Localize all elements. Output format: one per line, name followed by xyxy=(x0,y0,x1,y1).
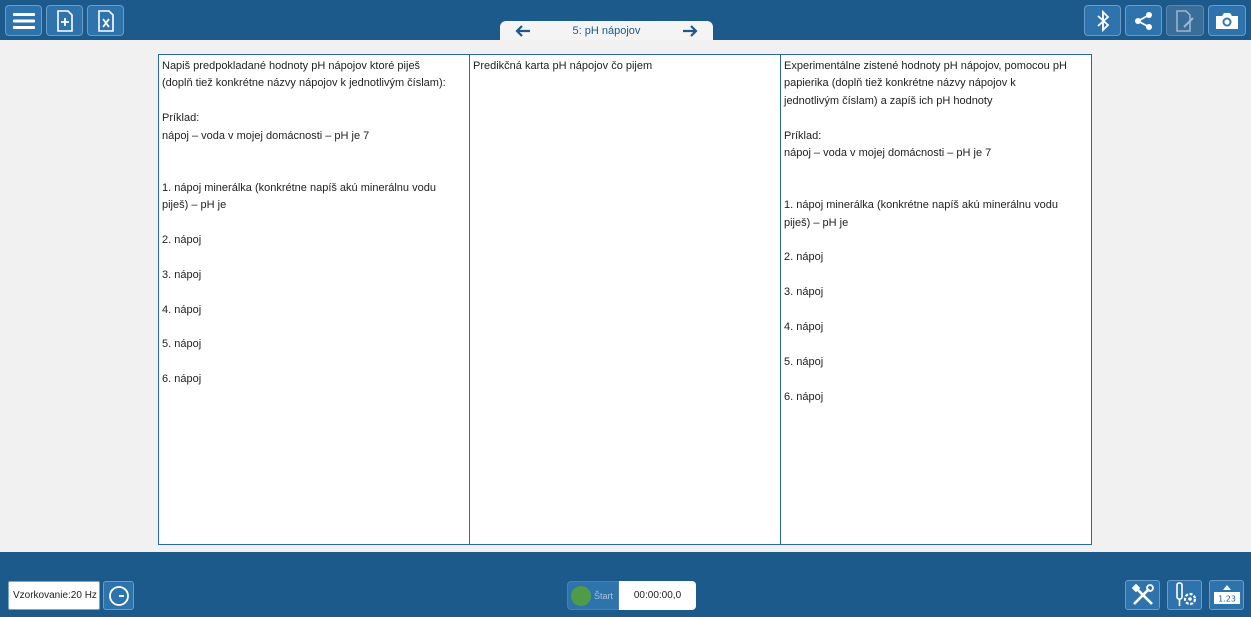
edit-document-button[interactable] xyxy=(1166,5,1204,36)
panel-text-line: 6. nápoj xyxy=(162,373,202,386)
previous-page-button[interactable] xyxy=(514,24,532,38)
prediction-text-panel[interactable] xyxy=(159,55,470,544)
digital-meter-button[interactable] xyxy=(1209,580,1244,610)
digital-meter-icon xyxy=(1213,584,1241,606)
new-file-icon xyxy=(56,10,74,32)
top-toolbar xyxy=(0,0,1251,40)
timer-icon xyxy=(108,585,130,607)
bluetooth-button[interactable] xyxy=(1084,5,1121,36)
start-button[interactable] xyxy=(567,581,619,610)
sampling-settings-button[interactable] xyxy=(103,581,134,610)
panel-text-line xyxy=(784,180,1088,197)
arrow-left-icon xyxy=(515,25,531,37)
camera-button[interactable] xyxy=(1208,5,1246,36)
panel-text-line: piješ) – pH je xyxy=(784,216,849,229)
page-navigator xyxy=(500,21,713,41)
meter-value: 1.23 xyxy=(1217,594,1236,604)
panel-text-line xyxy=(162,354,466,371)
panel-text-line xyxy=(162,319,466,336)
prediction-card-panel[interactable] xyxy=(470,55,781,544)
new-file-button[interactable] xyxy=(46,5,83,36)
panel-text-line: 3. nápoj xyxy=(784,286,824,299)
sampling-rate-field[interactable]: Vzorkovanie:20 Hz xyxy=(8,581,100,610)
panel-text-line: (doplň tiež konkrétne názvy nápojov k jednotlivým číslam): xyxy=(162,77,446,90)
main-menu-button[interactable] xyxy=(5,5,42,36)
panel-text-line: Príklad: xyxy=(162,112,200,125)
panel-text-line xyxy=(162,145,466,162)
panel-text-line xyxy=(784,302,1088,319)
panel-text-line: 1. nápoj minerálka (konkrétne napíš akú minerálnu vodu xyxy=(162,181,436,194)
hamburger-menu-icon xyxy=(13,12,35,30)
panel-text-line: 5. nápoj xyxy=(162,338,202,351)
bottom-toolbar xyxy=(0,552,1251,617)
panel-text-line: 4. nápoj xyxy=(162,303,202,316)
panel-text-line: nápoj – voda v mojej domácnosti – pH je 7 xyxy=(162,129,370,142)
panel-text-line: Príklad: xyxy=(784,129,822,142)
panel-text-line: 6. nápoj xyxy=(784,390,824,403)
arrow-right-icon xyxy=(682,25,698,37)
panel-text-line: 2. nápoj xyxy=(162,234,202,246)
panel-text-line xyxy=(162,284,466,301)
panel-text-line: Predikčná karta pH nápojov čo pijem xyxy=(473,60,653,72)
panel-text-line: 2. nápoj xyxy=(784,251,824,264)
page-title[interactable]: 5: pH nápojov xyxy=(572,25,641,37)
tools-icon xyxy=(1131,583,1155,607)
experimental-results-panel[interactable] xyxy=(781,55,1091,544)
panel-text-line: Experimentálne zistené hodnoty pH nápojov, pomocou pH xyxy=(784,60,1067,72)
edit-document-icon xyxy=(1175,10,1195,32)
elapsed-timer: 00:00:00,0 xyxy=(619,581,696,610)
panel-text-line: nápoj – voda v mojej domácnosti – pH je 7 xyxy=(784,147,992,160)
panel-text-line xyxy=(784,232,1088,249)
panel-text-line xyxy=(162,249,466,266)
panel-text-line: papierika (doplň tiež konkrétne názvy nápojov k xyxy=(784,77,1016,90)
panel-text-line xyxy=(784,371,1088,388)
panel-text-line: 4. nápoj xyxy=(784,321,824,333)
tools-button[interactable] xyxy=(1125,580,1160,610)
panel-text-line: 3. nápoj xyxy=(162,268,202,281)
bluetooth-icon xyxy=(1096,10,1110,32)
panel-text-line xyxy=(162,93,466,110)
panel-text-line: piješ) – pH je xyxy=(162,199,227,212)
excel-export-icon xyxy=(97,10,115,32)
start-label: Štart xyxy=(594,590,614,601)
share-icon xyxy=(1134,11,1154,31)
next-page-button[interactable] xyxy=(681,24,699,38)
start-indicator-icon xyxy=(571,586,591,606)
panel-text-line: Napiš predpokladané hodnoty pH nápojov ktoré piješ xyxy=(162,60,421,72)
panel-text-line xyxy=(784,162,1088,179)
sensor-settings-icon xyxy=(1172,582,1198,608)
panel-text-line xyxy=(784,110,1088,127)
panel-text-line xyxy=(784,267,1088,284)
camera-icon xyxy=(1215,11,1239,30)
panel-text-line xyxy=(784,336,1088,353)
panel-text-line xyxy=(162,215,466,232)
panel-text-line: 1. nápoj minerálka (konkrétne napíš akú minerálnu vodu xyxy=(784,199,1058,212)
panel-text-line: jednotlivým číslam) a zapíš ich pH hodnoty xyxy=(784,94,993,107)
panel-text-line xyxy=(162,162,466,179)
page-content-area xyxy=(0,40,1251,552)
text-panels xyxy=(158,54,1092,545)
share-button[interactable] xyxy=(1125,5,1162,36)
panel-text-line: 5. nápoj xyxy=(784,355,824,368)
excel-export-button[interactable] xyxy=(87,5,124,36)
sensor-settings-button[interactable] xyxy=(1167,580,1202,610)
